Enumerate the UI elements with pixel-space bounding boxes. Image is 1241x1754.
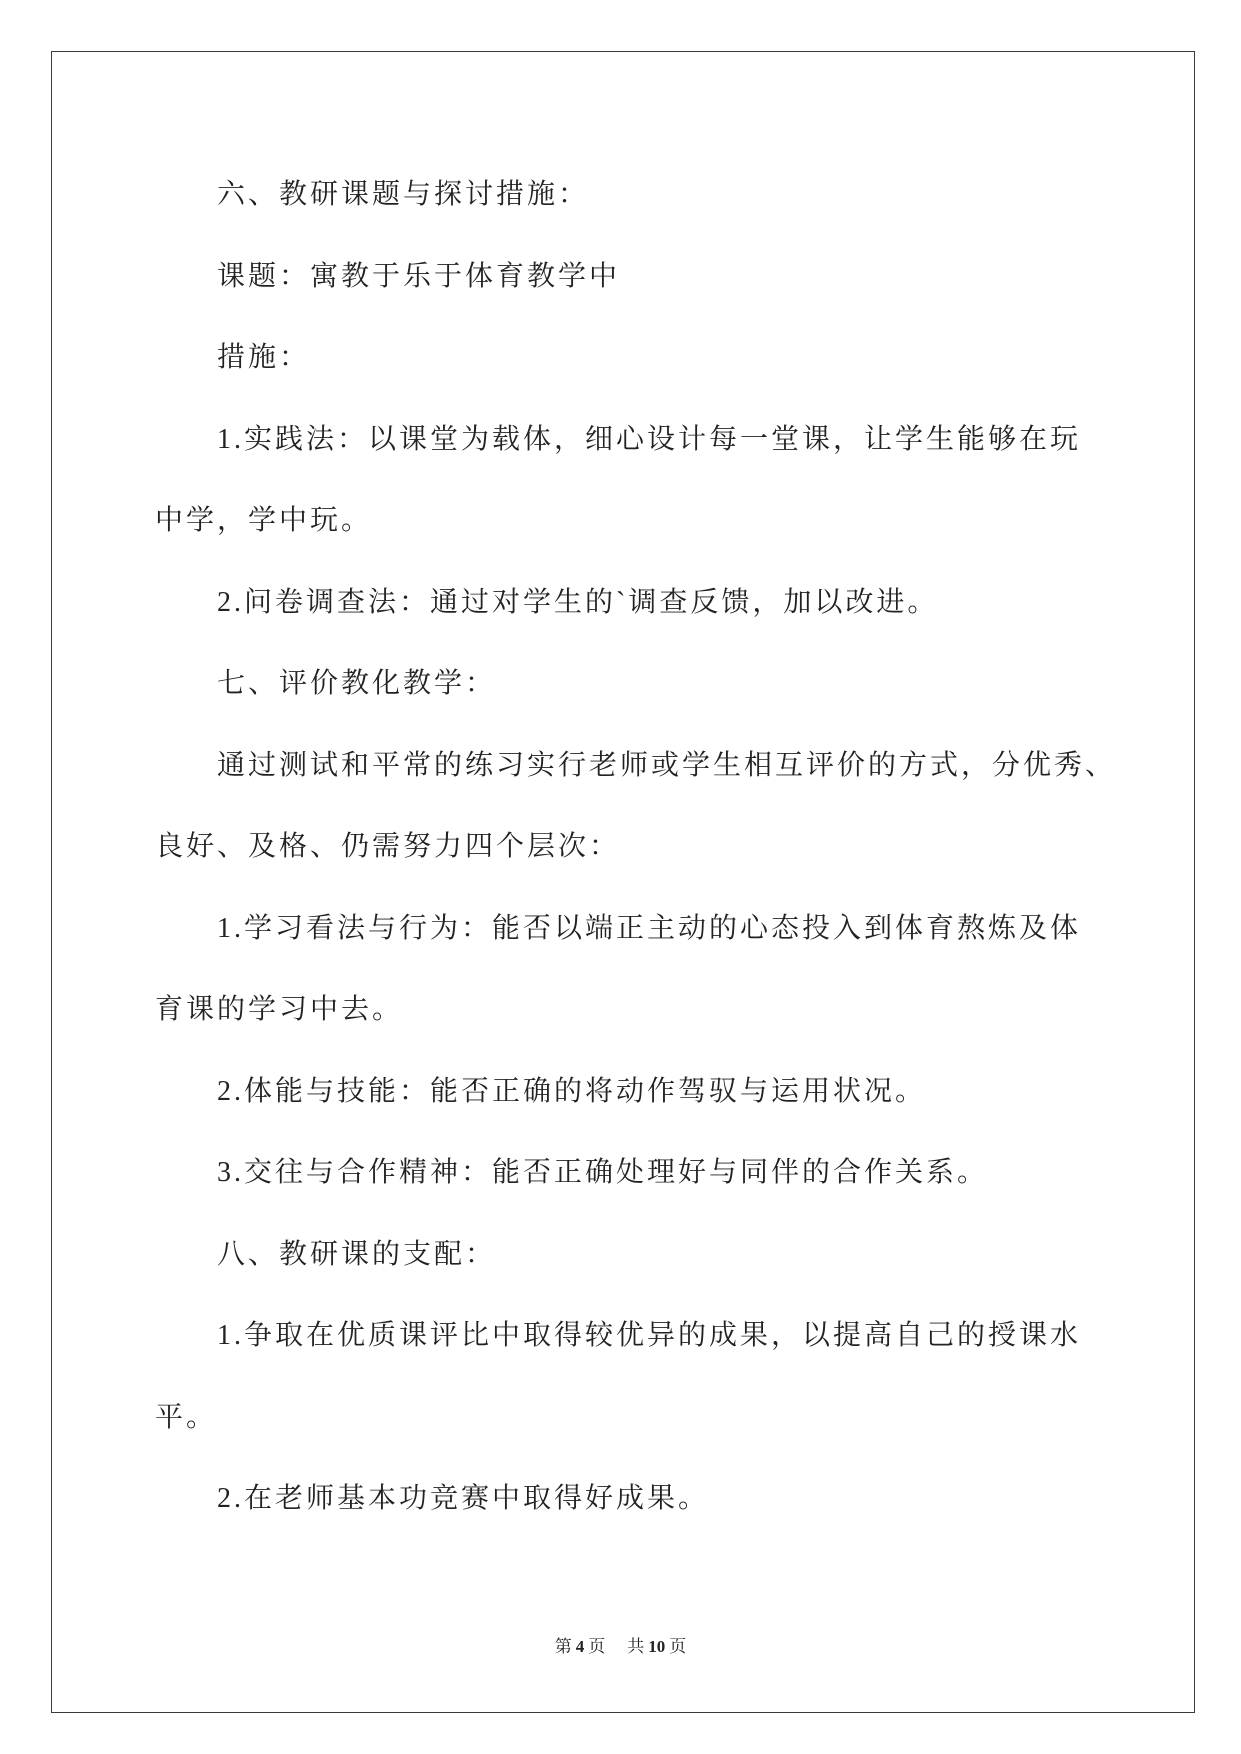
paragraph-line: 措施： (217, 342, 311, 373)
paragraph (155, 1132, 1165, 1214)
paragraph (155, 888, 1165, 1051)
paragraph (155, 236, 1165, 318)
paragraph-line: 中学，学中玩。 (155, 505, 373, 536)
paragraph-line: 2.体能与技能：能否正确的将动作驾驭与运用状况。 (217, 1075, 927, 1107)
page-number-prefix: 第 (554, 1637, 572, 1656)
paragraph-line: 课题：寓教于乐于体育教学中 (217, 260, 621, 292)
paragraph-line: 育课的学习中去。 (155, 994, 404, 1025)
paragraph-line: 平。 (155, 1401, 218, 1433)
paragraph (155, 643, 1165, 725)
paragraph-line: 1.实践法：以课堂为载体，细心设计每一堂课，让学生能够在玩 (217, 423, 1082, 455)
paragraph-line: 2.在老师基本功竞赛中取得好成果。 (217, 1483, 710, 1514)
total-pages: 10 (648, 1637, 666, 1656)
paragraph (155, 399, 1165, 562)
paragraph (155, 1295, 1165, 1458)
paragraph-line: 3.交往与合作精神：能否正确处理好与同伴的合作关系。 (217, 1157, 989, 1188)
paragraph-line: 良好、及格、仍需努力四个层次： (155, 831, 621, 862)
section-heading: 七、评价教化教学： (217, 668, 497, 699)
section-heading: 六、教研课题与探讨措施： (217, 179, 590, 210)
document-body (155, 154, 1165, 1540)
paragraph (155, 1214, 1165, 1296)
paragraph (155, 562, 1165, 644)
page-number: 4 (575, 1637, 585, 1656)
paragraph-line: 2.问卷调查法：通过对学生的`调查反馈，加以改进。 (217, 586, 939, 618)
total-pages-prefix: 共 (627, 1637, 645, 1656)
paragraph (155, 1458, 1165, 1540)
paragraph-line: 通过测试和平常的练习实行老师或学生相互评价的方式，分优秀、 (217, 749, 1117, 781)
total-pages-suffix: 页 (669, 1637, 687, 1656)
paragraph (155, 1051, 1165, 1133)
paragraph (155, 725, 1165, 888)
paragraph-line: 1.学习看法与行为：能否以端正主动的心态投入到体育熬炼及体 (217, 912, 1082, 944)
paragraph (155, 317, 1165, 399)
page-footer (0, 1634, 1241, 1660)
section-heading: 八、教研课的支配： (217, 1238, 497, 1270)
paragraph (155, 154, 1165, 236)
page-number-suffix: 页 (588, 1637, 606, 1656)
paragraph-line: 1.争取在优质课评比中取得较优异的成果，以提高自己的授课水 (217, 1320, 1082, 1351)
